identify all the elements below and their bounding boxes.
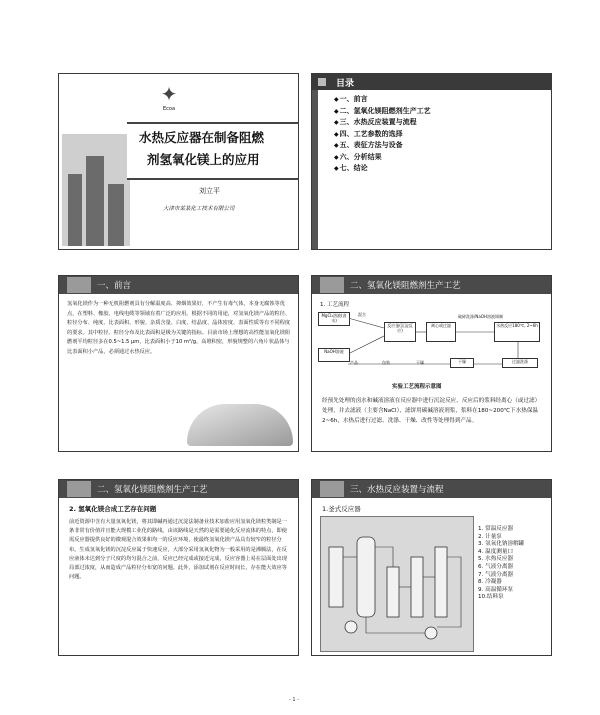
reactor-schematic [321, 517, 473, 651]
flow-box-separation: 离心或过滤 [426, 322, 456, 342]
slide-process[interactable] [311, 275, 552, 452]
logo-mark: ✦ [160, 82, 178, 106]
flow-box-dry2: 干燥 [450, 358, 474, 368]
flow-caption: 实验工艺流程示意图 [392, 384, 442, 390]
contents-item-number: 七、 [339, 164, 354, 172]
contents-item[interactable] [334, 94, 431, 106]
contents-item-number: 一、 [339, 95, 354, 103]
flow-label-pack: 包装 [382, 360, 390, 365]
slide-header-title: 目录 [336, 79, 355, 89]
header-emblem-icon [320, 277, 344, 293]
contents-item-number: 五、 [339, 141, 354, 149]
diamond-bullet-icon: ◆ [334, 130, 339, 138]
contents-item-label: 结论 [353, 164, 368, 172]
contents-item[interactable] [334, 140, 431, 152]
contents-item[interactable] [334, 117, 431, 129]
contents-item-number: 三、 [339, 118, 354, 126]
flow-box-naoh: NaOH溶液 [318, 348, 350, 362]
legend-item: 3. 氢氧化钠溶解罐 [478, 541, 525, 548]
slide-problems[interactable] [58, 479, 299, 656]
powder-photo [187, 404, 293, 446]
section-subtitle: 1. 工艺流程 [320, 302, 349, 308]
slide-equipment[interactable] [311, 479, 552, 656]
contents-item[interactable] [334, 152, 431, 164]
contents-item-label: 前言 [353, 95, 368, 103]
flow-label-top: 破碎洗涤/NaOH溶液调制 [458, 314, 503, 319]
process-flow-diagram [318, 310, 546, 372]
process-paragraph: 经预先处理的卤水和碱液溶液在反应器中进行沉淀反应，反应后的浆料经离心（或过滤）处理，并去滤液（主要含NaCl），滤饼用碳碱溶液剂浆，浆料在180~200℃下水热保温2~6h，水热后进行过滤、洗涤、干燥、改性等处理得到产品。 [322, 398, 541, 424]
contents-item-label: 水热反应装置与流程 [353, 118, 417, 126]
contents-item-label: 分析结果 [353, 152, 382, 161]
flow-label-product: 产品 [350, 360, 358, 365]
problems-paragraph: 前近资源中含有大量氢氧化镁，将其即碱再通过沉淀法制备业技术加盐应用氢氧化镁粒类制是一条非常有价值并且能大规模工业化的路线。由该路线是天然的是需要通化反应流体的特点，即使需反应器提供良好的微观混合效果和均一的反应环境，使最终氢氧化镁产品具有较窄的粒径分布。生成氢氧化镁的沉淀反应属于快速反应，大部分采用氢氧化物为一般采用的是沸腾法，在反应液体未达到分子尺度的均匀混合之前，反应已经完成或接近完成，反应容器上易在层面处出现局部过浓度，从而造成产品粒径分布宽的问题。此外，添加试剂在反应时间长，存在能大效应等问题。 [69, 519, 287, 581]
header-emblem-icon [320, 481, 344, 497]
slide-header [312, 480, 551, 498]
diamond-bullet-icon: ◆ [334, 107, 339, 115]
contents-list [334, 94, 431, 175]
side-bar [312, 90, 318, 250]
header-square-icon [318, 78, 326, 86]
slide-header-title: 二、氢氧化镁阻燃剂生产工艺 [97, 485, 208, 495]
legend-item: 7. 气液分离器 [478, 571, 514, 578]
slide-title-line1: 水热反应器在制备阻燃 [139, 130, 265, 145]
logo-text: Ecoa [162, 106, 176, 112]
contents-item-number: 四、 [339, 129, 354, 138]
diamond-bullet-icon: ◆ [334, 153, 339, 161]
section-subtitle: 1.釜式反应器 [322, 505, 361, 513]
contents-item[interactable] [334, 163, 431, 175]
legend-item: 8. 冷凝器 [478, 579, 502, 586]
diamond-bullet-icon: ◆ [334, 96, 339, 103]
section-subtitle: 2. 氢氧化镁合成工艺存在问题 [69, 505, 157, 513]
legend-item: 6. 气液分离器 [478, 563, 514, 570]
slide-header-title: 一、前言 [97, 281, 132, 291]
diamond-bullet-icon: ◆ [334, 119, 339, 126]
contents-item[interactable] [334, 106, 431, 118]
flow-box-filter: 过滤洗涤 [502, 358, 538, 368]
diamond-bullet-icon: ◆ [334, 142, 339, 149]
page-number: - 1 - [289, 697, 299, 703]
diamond-bullet-icon: ◆ [334, 165, 339, 172]
legend-item: 2. 计量泵 [478, 533, 502, 540]
contents-item[interactable] [334, 129, 431, 141]
slide-header-title: 三、水热反应装置与流程 [350, 485, 444, 495]
legend-item: 1. 常温反应器 [478, 526, 514, 532]
slide-foreword[interactable] [58, 275, 299, 452]
equipment-legend [478, 526, 524, 602]
legend-item: 9. 高温循环泵 [478, 586, 514, 593]
company-logo [143, 82, 195, 118]
flow-box-mgcl2: MgCl₂溶液(卤水) [318, 312, 350, 326]
contents-item-number: 六、 [339, 152, 354, 161]
slide-title-line2: 剂氢氧化镁上的应用 [147, 152, 260, 167]
flow-box-hydrothermal: 水热反应180℃, 2~6h [494, 322, 540, 342]
building-photo [62, 134, 130, 246]
slide-contents[interactable] [311, 73, 552, 250]
reactor-diagram [320, 516, 474, 652]
organization-name: 大津市某某化工技术有限公司 [163, 206, 235, 212]
contents-item-label: 工艺参数的选择 [353, 129, 403, 138]
slide-header [312, 276, 551, 294]
contents-item-label: 氢氧化镁阻燃剂生产工艺 [353, 106, 431, 115]
slide-header-title: 二、氢氧化镁阻燃剂生产工艺 [350, 281, 461, 291]
contents-item-label: 表征方法与设备 [353, 141, 403, 149]
foreword-paragraph: 氢氧化镁作为一种无机阻燃剂具有分解温度高、抑烟效果好，不产生有毒气体，本身无腐蚀等优点，在塑料、橡胶、电线电缆等领域有着广泛的应用。根据不同的用途，对氢氧化镁产品的粒径、粒径分布、纯度、比表面积、形貌、杂质含量、白度、结晶度、晶体密度、表面性质等有不同程度的要求。其中粒径、粒径分布及比表面积是极为关键的指标。目前市场上理想的高性能氢氧化镁阻燃剂平均粒径多在0.5~1.5 μm，比表面积小于10 m²/g，高堆积密，形貌规整的六角片状晶体与比表面积小产品，必须通过水热反应。 [67, 301, 291, 355]
contents-item-number: 二、 [339, 106, 354, 115]
legend-item: 10.结料泵 [478, 594, 504, 601]
flow-label-dry1: 干燥 [416, 360, 424, 365]
header-emblem-icon [67, 277, 91, 293]
legend-item: 5. 水热反应器 [478, 556, 514, 563]
slide-title[interactable] [58, 73, 299, 250]
header-emblem-icon [67, 481, 91, 497]
slide-header [59, 480, 298, 498]
flow-label-mix: 混合 [358, 312, 366, 317]
flow-box-reactor: 反应釜(沉淀反应) [384, 322, 416, 342]
author-name: 刘立平 [199, 187, 220, 195]
legend-item: 4. 温度测量口 [478, 548, 514, 555]
slide-header [59, 276, 298, 294]
